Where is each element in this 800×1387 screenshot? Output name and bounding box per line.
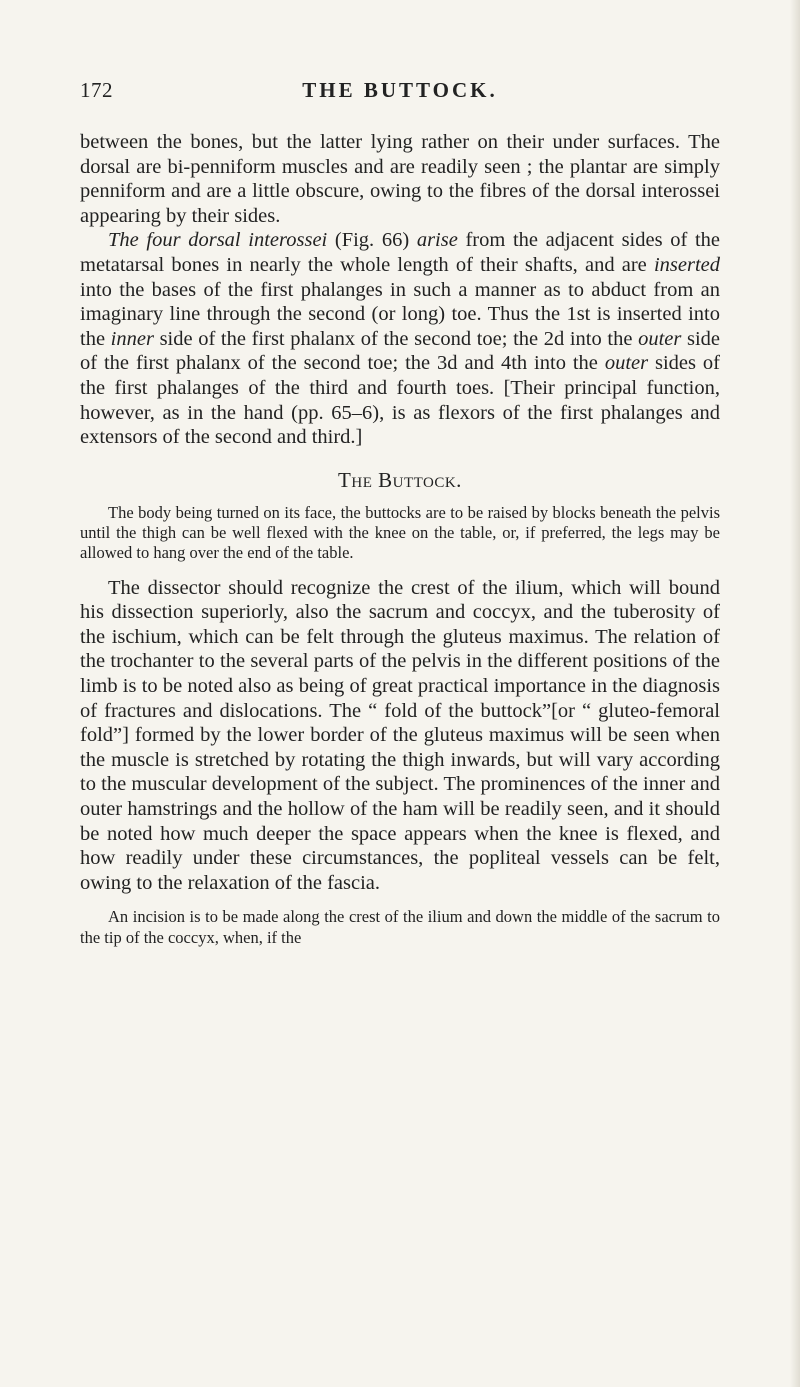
text-span: sides of the first phalanges of the third and fourth toes. [Their principal function, however, as in the hand (pp. 65–6), is as flexors of the first phalanges and extensors of the second and third.] — [80, 352, 720, 449]
page-body — [80, 130, 720, 948]
page-header — [80, 78, 720, 118]
italic-outer: outer — [604, 352, 649, 375]
running-title: THE BUTTOCK. — [302, 78, 498, 102]
text-span: from the adjacent sides of the metatarsal bones in nearly the whole length of their shafts, and are — [80, 229, 720, 276]
paragraph-dorsal-interossei — [80, 228, 720, 449]
spacer — [80, 564, 720, 576]
italic-inner: inner — [110, 327, 154, 350]
text-span: side of the first phalanx of the second toe; the 2d into the — [153, 327, 639, 350]
paragraph-interossei-intro: between the bones, but the latter lying rather on their under surfaces. The dorsal are bi-penniform muscles and are readily seen ; the plantar are simply penniform and are a little obscure, owing to the fibres of the dorsal interossei appearing by their sides. — [80, 131, 720, 227]
section-heading: The Buttock. — [338, 467, 462, 492]
small-print-incision: An incision is to be made along the crest of the ilium and down the middle of the sacrum to the tip of the coccyx, when, if the — [80, 907, 720, 947]
page-number: 172 — [80, 78, 113, 102]
page-edge-shadow — [790, 0, 800, 1387]
italic-the: The — [108, 229, 147, 252]
italic-arise: arise — [416, 229, 458, 252]
italic-outer: outer — [638, 327, 682, 350]
text-span: into the bases of the first phalanges in such a manner as to abduct from an imaginary line through the second (or long) toe. Thus the 1st is inserted into the — [80, 278, 720, 350]
italic-inserted: inserted — [653, 253, 720, 276]
spacer — [80, 895, 720, 907]
small-print-paragraph: The body being turned on its face, the buttocks are to be raised by blocks beneath the pelvis until the thigh can be well flexed with the knee on the table, or, if preferred, the legs may be allowed to hang over the end of the table. — [80, 502, 720, 563]
italic-four-dorsal-interossei: four dorsal interossei — [146, 229, 328, 252]
paragraph-dissector: The dissector should recognize the crest of the ilium, which will bound his dissection superiorly, also the sacrum and coccyx, and the tuberosity of the ischium, which can be felt through the gluteus maximus. The relation of the trochanter to the several parts of the pelvis in the different positions of the limb is to be noted also as being of great practical importance in the diagnosis of fractures and dislocations. The “ fold of the buttock”[or “ gluteo-femoral fold”] formed by the lower border of the gluteus maximus will be seen when the muscle is stretched by rotating the thigh inwards, but will vary according to the muscular development of the subject. The prominences of the inner and outer hamstrings and the hollow of the ham will be readily seen, and it should be noted how much deeper the space appears when the knee is flexed, and how readily under these circumstances, the popliteal vessels can be felt, owing to the relaxation of the fascia. — [80, 576, 720, 894]
text-fig-ref: (Fig. 66) — [327, 229, 417, 252]
text-span: side of the first phalanx of the second toe; the 3d and 4th into the — [80, 327, 720, 375]
